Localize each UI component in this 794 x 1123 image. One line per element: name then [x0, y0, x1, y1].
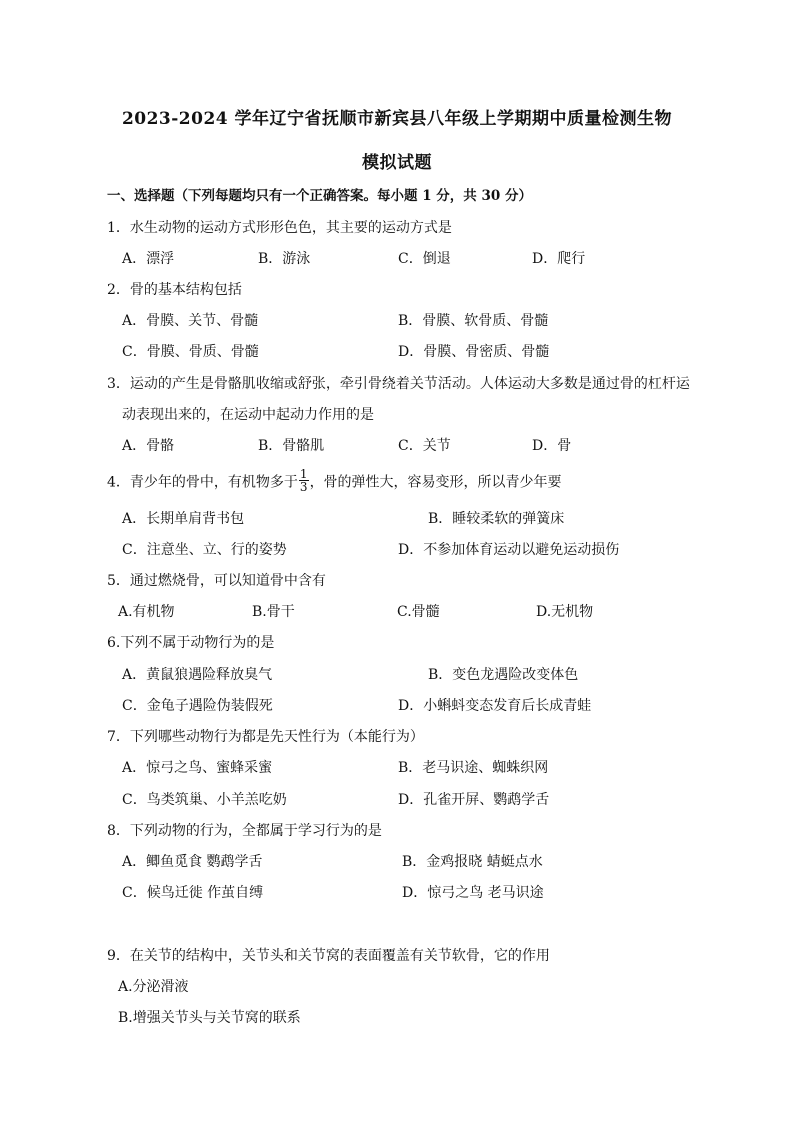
q2-option-b: B．骨膜、软骨质、骨髓 [398, 313, 549, 329]
q4-option-b: B．睡较柔软的弹簧床 [428, 511, 565, 527]
fraction-denominator: 3 [299, 480, 308, 494]
question-4-stem [107, 467, 562, 495]
q8-option-a: A．鲫鱼觅食 鹦鹉学舌 [122, 854, 263, 870]
question-1-stem: 1．水生动物的运动方式形形色色，其主要的运动方式是 [107, 220, 452, 236]
q4-option-d: D．不参加体育运动以避免运动损伤 [398, 542, 620, 558]
q6-option-a: A．黄鼠狼遇险释放臭气 [122, 667, 273, 683]
q4-option-c: C．注意坐、立、行的姿势 [122, 542, 287, 558]
question-9-stem: 9．在关节的结构中，关节头和关节窝的表面覆盖有关节软骨，它的作用 [107, 948, 550, 964]
q8-option-b: B．金鸡报晓 蜻蜓点水 [402, 854, 543, 870]
q9-option-a: A.分泌滑液 [118, 979, 189, 995]
q3-option-c: C．关节 [398, 438, 451, 454]
question-3-stem: 3．运动的产生是骨骼肌收缩或舒张，牵引骨绕着关节活动。人体运动大多数是通过骨的杠杆运 [107, 376, 690, 392]
question-6-stem: 6.下列不属于动物行为的是 [107, 635, 275, 651]
q2-option-a: A．骨膜、关节、骨髓 [122, 313, 259, 329]
q7-option-b: B．老马识途、蜘蛛织网 [398, 760, 549, 776]
q6-option-d: D．小蝌蚪变态发育后长成青蛙 [398, 698, 592, 714]
question-7-stem: 7．下列哪些动物行为都是先天性行为（本能行为） [107, 729, 424, 745]
q8-option-c: C．候鸟迁徙 作茧自缚 [122, 885, 264, 901]
q3-option-d: D．骨 [532, 438, 572, 454]
question-3-stem-continued: 动表现出来的，在运动中起动力作用的是 [122, 407, 374, 423]
q7-option-d: D．孔雀开屏、鹦鹉学舌 [398, 792, 550, 808]
q4-stem-part-2: ，骨的弹性大，容易变形，所以青少年要 [309, 474, 562, 491]
q3-option-b: B．骨骼肌 [258, 438, 325, 454]
q7-option-c: C．鸟类筑巢、小羊羔吃奶 [122, 792, 287, 808]
q1-option-b: B．游泳 [258, 251, 311, 267]
exam-title: 2023-2024 学年辽宁省抚顺市新宾县八年级上学期期中质量检测生物 [121, 109, 673, 129]
section-heading: 一、选择题（下列每题均只有一个正确答案。每小题 1 分，共 30 分） [107, 188, 532, 204]
q2-option-c: C．骨膜、骨质、骨髓 [122, 344, 259, 360]
question-8-stem: 8．下列动物的行为，全都属于学习行为的是 [107, 823, 382, 839]
q5-option-d: D.无机物 [536, 604, 594, 620]
q1-option-c: C．倒退 [398, 251, 451, 267]
q1-option-d: D．爬行 [532, 251, 586, 267]
q8-option-d: D．惊弓之鸟 老马识途 [402, 885, 544, 901]
question-5-stem: 5．通过燃烧骨，可以知道骨中含有 [107, 573, 326, 589]
q6-option-b: B．变色龙遇险改变体色 [428, 667, 579, 683]
q5-option-b: B.骨干 [252, 604, 295, 620]
q4-stem-part-1: 4．青少年的骨中，有机物多于 [107, 474, 298, 491]
q2-option-d: D．骨膜、骨密质、骨髓 [398, 344, 550, 360]
question-2-stem: 2．骨的基本结构包括 [107, 282, 242, 298]
q1-option-a: A．漂浮 [122, 251, 175, 267]
q3-option-a: A．骨骼 [122, 438, 175, 454]
q5-option-c: C.骨髓 [397, 604, 440, 620]
q6-option-c: C．金龟子遇险伪装假死 [122, 698, 273, 714]
q5-option-a: A.有机物 [118, 604, 175, 620]
q9-option-b: B.增强关节头与关节窝的联系 [118, 1010, 301, 1026]
fraction-numerator: 1 [299, 467, 308, 481]
q4-option-a: A．长期单肩背书包 [122, 511, 245, 527]
exam-subtitle: 模拟试题 [362, 153, 432, 173]
q7-option-a: A．惊弓之鸟、蜜蜂采蜜 [122, 760, 273, 776]
fraction-one-third [299, 468, 309, 493]
